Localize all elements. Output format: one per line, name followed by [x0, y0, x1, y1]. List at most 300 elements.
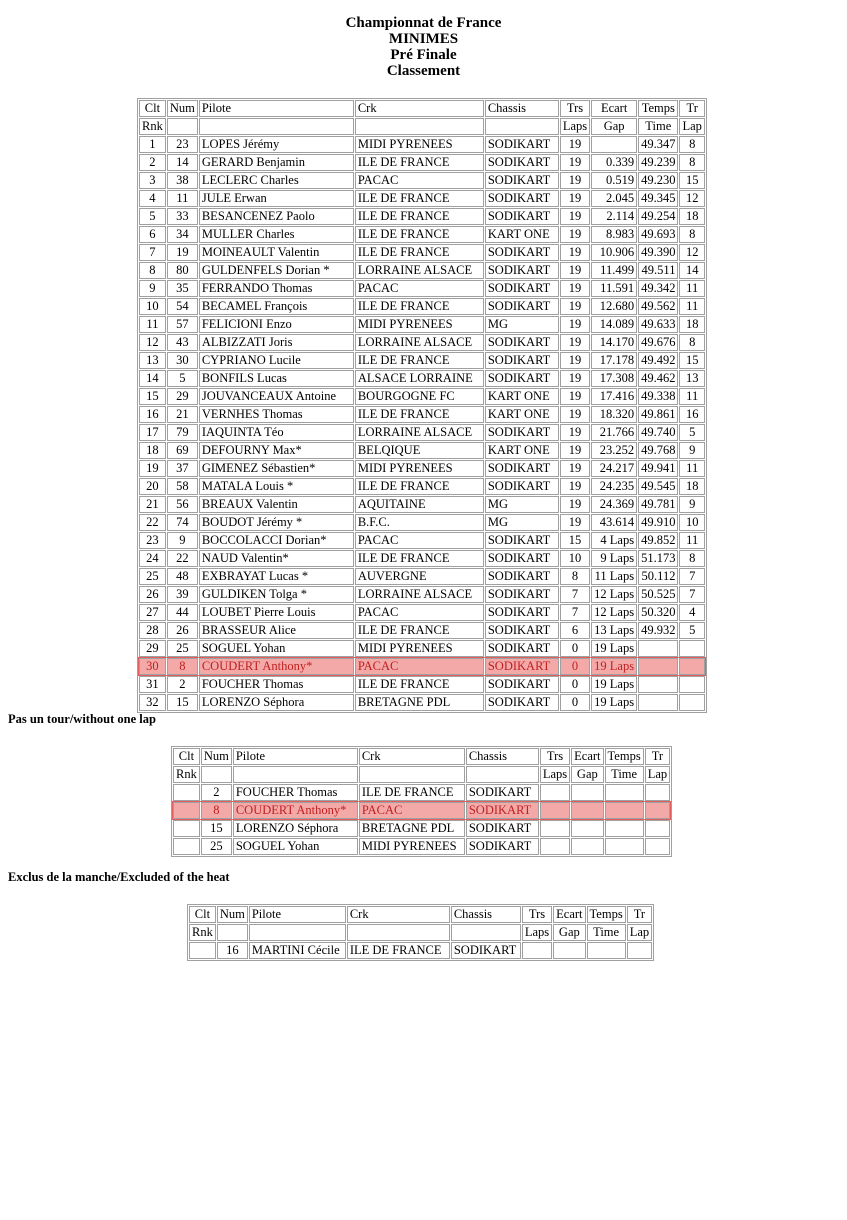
cell-rank: 17	[139, 424, 166, 441]
cell-gap	[553, 942, 585, 959]
cell-chassis: KART ONE	[485, 388, 559, 405]
cell-best-lap: 8	[679, 154, 704, 171]
table-row	[139, 568, 705, 585]
cell-gap: 10.906	[591, 244, 637, 261]
cell-gap: 13 Laps	[591, 622, 637, 639]
cell-time: 49.768	[638, 442, 678, 459]
no-lap-table	[171, 746, 672, 857]
header-number	[201, 766, 232, 783]
cell-rank: 25	[139, 568, 166, 585]
cell-laps: 19	[560, 262, 590, 279]
cell-gap: 24.217	[591, 460, 637, 477]
table-row	[139, 388, 705, 405]
cell-best-lap	[679, 640, 704, 657]
cell-chassis: SODIKART	[485, 262, 559, 279]
cell-chassis: SODIKART	[466, 802, 539, 819]
table-row	[139, 298, 705, 315]
header-subrow	[189, 924, 652, 941]
cell-time	[605, 802, 644, 819]
cell-time: 50.525	[638, 586, 678, 603]
table-row	[139, 424, 705, 441]
cell-best-lap: 16	[679, 406, 704, 423]
cell-time	[605, 838, 644, 855]
cell-club: MIDI PYRENEES	[355, 136, 484, 153]
header-subrow	[139, 118, 705, 135]
cell-gap	[571, 838, 603, 855]
cell-number: 30	[167, 352, 198, 369]
title-classification: Classement	[386, 63, 461, 79]
cell-time: 49.345	[638, 190, 678, 207]
cell-club: AQUITAINE	[355, 496, 484, 513]
header-club	[347, 924, 450, 941]
cell-driver: GERARD Benjamin	[199, 154, 354, 171]
header-best-lap: Tr	[627, 906, 652, 923]
cell-time: 49.239	[638, 154, 678, 171]
cell-time: 49.693	[638, 226, 678, 243]
cell-club: LORRAINE ALSACE	[355, 262, 484, 279]
cell-best-lap: 15	[679, 352, 704, 369]
cell-driver: ALBIZZATI Joris	[199, 334, 354, 351]
cell-gap: 12 Laps	[591, 604, 637, 621]
cell-time: 49.852	[638, 532, 678, 549]
cell-driver: EXBRAYAT Lucas *	[199, 568, 354, 585]
cell-chassis: MG	[485, 496, 559, 513]
cell-number: 48	[167, 568, 198, 585]
cell-rank: 18	[139, 442, 166, 459]
header-gap: Ecart	[571, 748, 603, 765]
title-session: Pré Finale	[390, 47, 457, 63]
cell-driver: BECAMEL François	[199, 298, 354, 315]
cell-gap: 0.519	[591, 172, 637, 189]
cell-driver: LORENZO Séphora	[199, 694, 354, 711]
cell-rank: 15	[139, 388, 166, 405]
cell-best-lap	[645, 838, 670, 855]
cell-rank	[173, 820, 200, 837]
cell-chassis: SODIKART	[485, 154, 559, 171]
cell-rank: 5	[139, 208, 166, 225]
cell-time: 49.347	[638, 136, 678, 153]
cell-rank: 8	[139, 262, 166, 279]
header-laps: Trs	[540, 748, 570, 765]
cell-chassis: SODIKART	[485, 280, 559, 297]
cell-number: 43	[167, 334, 198, 351]
cell-best-lap: 8	[679, 136, 704, 153]
cell-driver: GULDENFELS Dorian *	[199, 262, 354, 279]
cell-laps	[540, 820, 570, 837]
cell-club: BRETAGNE PDL	[355, 694, 484, 711]
cell-number: 22	[167, 550, 198, 567]
no-lap-section-label: Pas un tour/without one lap	[8, 712, 156, 726]
table-row	[139, 622, 705, 639]
header-club: Crk	[359, 748, 465, 765]
cell-laps	[540, 802, 570, 819]
cell-driver: MARTINI Cécile	[249, 942, 346, 959]
cell-driver: FERRANDO Thomas	[199, 280, 354, 297]
header-time: Time	[587, 924, 626, 941]
cell-chassis: KART ONE	[485, 406, 559, 423]
header-best-lap: Lap	[645, 766, 670, 783]
cell-best-lap: 7	[679, 568, 704, 585]
cell-number: 16	[217, 942, 248, 959]
cell-gap: 19 Laps	[591, 658, 637, 675]
cell-best-lap: 11	[679, 388, 704, 405]
cell-gap: 14.170	[591, 334, 637, 351]
table-row	[139, 244, 705, 261]
cell-time	[638, 640, 678, 657]
table-row	[139, 406, 705, 423]
cell-number: 14	[167, 154, 198, 171]
header-club	[359, 766, 465, 783]
table-row	[139, 496, 705, 513]
cell-laps: 19	[560, 208, 590, 225]
cell-driver: SOGUEL Yohan	[233, 838, 358, 855]
cell-club: B.F.C.	[355, 514, 484, 531]
cell-time: 49.254	[638, 208, 678, 225]
cell-laps: 19	[560, 244, 590, 261]
cell-laps: 19	[560, 172, 590, 189]
cell-best-lap	[645, 802, 670, 819]
header-time: Time	[605, 766, 644, 783]
cell-best-lap	[679, 658, 704, 675]
cell-best-lap: 4	[679, 604, 704, 621]
cell-club: BOURGOGNE FC	[355, 388, 484, 405]
cell-club: ILE DE FRANCE	[355, 190, 484, 207]
cell-gap: 9 Laps	[591, 550, 637, 567]
header-best-lap: Lap	[679, 118, 704, 135]
cell-number: 57	[167, 316, 198, 333]
excluded-table	[187, 904, 654, 961]
cell-laps: 19	[560, 226, 590, 243]
cell-chassis: SODIKART	[485, 532, 559, 549]
cell-club: ILE DE FRANCE	[355, 226, 484, 243]
cell-number: 25	[167, 640, 198, 657]
table-row	[139, 676, 705, 693]
header-time: Temps	[605, 748, 644, 765]
cell-laps: 0	[560, 694, 590, 711]
cell-best-lap: 9	[679, 442, 704, 459]
cell-rank: 7	[139, 244, 166, 261]
cell-gap: 4 Laps	[591, 532, 637, 549]
cell-club: ILE DE FRANCE	[355, 352, 484, 369]
cell-number: 5	[167, 370, 198, 387]
cell-time: 49.511	[638, 262, 678, 279]
cell-rank: 27	[139, 604, 166, 621]
cell-number: 29	[167, 388, 198, 405]
cell-driver: COUDERT Anthony*	[199, 658, 354, 675]
cell-number: 15	[201, 820, 232, 837]
cell-rank: 11	[139, 316, 166, 333]
cell-chassis: SODIKART	[485, 136, 559, 153]
cell-chassis: MG	[485, 316, 559, 333]
cell-driver: FELICIONI Enzo	[199, 316, 354, 333]
header-rank: Rnk	[139, 118, 166, 135]
cell-laps: 0	[560, 658, 590, 675]
cell-laps: 19	[560, 190, 590, 207]
cell-laps: 7	[560, 604, 590, 621]
cell-gap: 19 Laps	[591, 694, 637, 711]
header-driver	[249, 924, 346, 941]
cell-gap: 14.089	[591, 316, 637, 333]
cell-club: ILE DE FRANCE	[355, 550, 484, 567]
cell-driver: LOUBET Pierre Louis	[199, 604, 354, 621]
cell-rank: 22	[139, 514, 166, 531]
cell-rank	[173, 784, 200, 801]
cell-best-lap: 5	[679, 622, 704, 639]
header-driver	[233, 766, 358, 783]
cell-laps: 19	[560, 442, 590, 459]
cell-rank: 4	[139, 190, 166, 207]
cell-best-lap: 11	[679, 298, 704, 315]
header-best-lap: Tr	[679, 100, 704, 117]
cell-number: 79	[167, 424, 198, 441]
cell-laps	[522, 942, 552, 959]
cell-best-lap: 11	[679, 280, 704, 297]
cell-number: 69	[167, 442, 198, 459]
cell-club: ILE DE FRANCE	[355, 298, 484, 315]
header-subrow	[173, 766, 670, 783]
header-gap: Ecart	[591, 100, 637, 117]
cell-chassis: SODIKART	[485, 676, 559, 693]
cell-driver: LECLERC Charles	[199, 172, 354, 189]
header-time: Temps	[638, 100, 678, 117]
cell-chassis: SODIKART	[485, 370, 559, 387]
cell-best-lap	[645, 784, 670, 801]
cell-chassis: SODIKART	[485, 460, 559, 477]
cell-time: 50.320	[638, 604, 678, 621]
header-driver: Pilote	[249, 906, 346, 923]
cell-club: MIDI PYRENEES	[359, 838, 465, 855]
cell-gap	[591, 136, 637, 153]
cell-gap: 24.369	[591, 496, 637, 513]
cell-gap: 21.766	[591, 424, 637, 441]
cell-rank: 1	[139, 136, 166, 153]
table-row	[189, 942, 652, 959]
cell-number: 11	[167, 190, 198, 207]
cell-laps: 19	[560, 388, 590, 405]
cell-chassis: SODIKART	[485, 640, 559, 657]
cell-time: 51.173	[638, 550, 678, 567]
cell-chassis: SODIKART	[485, 244, 559, 261]
title-championship: Championnat de France	[345, 15, 502, 31]
header-driver	[199, 118, 354, 135]
cell-gap: 17.416	[591, 388, 637, 405]
header-number	[167, 118, 198, 135]
cell-chassis: KART ONE	[485, 226, 559, 243]
header-row	[189, 906, 652, 923]
cell-number: 8	[167, 658, 198, 675]
table-row	[139, 262, 705, 279]
cell-laps: 19	[560, 478, 590, 495]
header-gap: Gap	[571, 766, 603, 783]
cell-laps: 0	[560, 676, 590, 693]
cell-gap	[571, 802, 603, 819]
header-laps: Laps	[522, 924, 552, 941]
classification-table	[137, 98, 707, 713]
table-row	[173, 802, 670, 819]
cell-rank: 10	[139, 298, 166, 315]
cell-club: ILE DE FRANCE	[355, 478, 484, 495]
cell-gap: 12 Laps	[591, 586, 637, 603]
cell-time	[587, 942, 626, 959]
cell-gap: 19 Laps	[591, 640, 637, 657]
cell-time	[638, 658, 678, 675]
header-best-lap: Tr	[645, 748, 670, 765]
cell-best-lap: 10	[679, 514, 704, 531]
cell-gap: 17.308	[591, 370, 637, 387]
cell-number: 54	[167, 298, 198, 315]
cell-laps: 0	[560, 640, 590, 657]
table-row	[139, 694, 705, 711]
cell-best-lap	[645, 820, 670, 837]
cell-number: 56	[167, 496, 198, 513]
cell-time: 49.390	[638, 244, 678, 261]
cell-rank: 26	[139, 586, 166, 603]
cell-best-lap: 12	[679, 190, 704, 207]
header-rank: Clt	[139, 100, 166, 117]
cell-laps: 19	[560, 460, 590, 477]
cell-chassis: SODIKART	[485, 622, 559, 639]
cell-laps: 19	[560, 136, 590, 153]
cell-club: ILE DE FRANCE	[355, 406, 484, 423]
table-row	[139, 172, 705, 189]
header-club: Crk	[347, 906, 450, 923]
cell-gap: 24.235	[591, 478, 637, 495]
cell-club: ILE DE FRANCE	[355, 622, 484, 639]
cell-laps: 19	[560, 298, 590, 315]
header-gap: Ecart	[553, 906, 585, 923]
cell-driver: BOCCOLACCI Dorian*	[199, 532, 354, 549]
header-row	[139, 100, 705, 117]
header-best-lap: Lap	[627, 924, 652, 941]
cell-club: BELQIQUE	[355, 442, 484, 459]
cell-time	[638, 676, 678, 693]
cell-rank: 24	[139, 550, 166, 567]
cell-laps: 15	[560, 532, 590, 549]
table-row	[139, 514, 705, 531]
header-time: Time	[638, 118, 678, 135]
cell-driver: NAUD Valentin*	[199, 550, 354, 567]
header-driver: Pilote	[233, 748, 358, 765]
cell-time: 49.910	[638, 514, 678, 531]
cell-club: ILE DE FRANCE	[347, 942, 450, 959]
cell-club: ILE DE FRANCE	[359, 784, 465, 801]
cell-time: 49.342	[638, 280, 678, 297]
cell-club: PACAC	[355, 280, 484, 297]
cell-gap: 12.680	[591, 298, 637, 315]
cell-number: 37	[167, 460, 198, 477]
cell-number: 19	[167, 244, 198, 261]
cell-driver: BOUDOT Jérémy *	[199, 514, 354, 531]
cell-gap: 43.614	[591, 514, 637, 531]
cell-chassis: SODIKART	[485, 172, 559, 189]
cell-number: 39	[167, 586, 198, 603]
cell-chassis: SODIKART	[466, 838, 539, 855]
cell-best-lap: 8	[679, 334, 704, 351]
cell-driver: IAQUINTA Téo	[199, 424, 354, 441]
cell-chassis: SODIKART	[485, 298, 559, 315]
cell-gap: 0.339	[591, 154, 637, 171]
cell-number: 34	[167, 226, 198, 243]
cell-laps: 19	[560, 514, 590, 531]
cell-gap: 19 Laps	[591, 676, 637, 693]
header-rank: Rnk	[189, 924, 216, 941]
cell-time: 49.781	[638, 496, 678, 513]
cell-gap: 2.045	[591, 190, 637, 207]
cell-club: BRETAGNE PDL	[359, 820, 465, 837]
cell-time: 49.676	[638, 334, 678, 351]
cell-gap: 17.178	[591, 352, 637, 369]
table-row	[139, 604, 705, 621]
cell-laps: 6	[560, 622, 590, 639]
cell-driver: LORENZO Séphora	[233, 820, 358, 837]
cell-best-lap: 18	[679, 478, 704, 495]
header-number: Num	[217, 906, 248, 923]
header-laps: Laps	[560, 118, 590, 135]
cell-number: 33	[167, 208, 198, 225]
header-club	[355, 118, 484, 135]
cell-best-lap: 12	[679, 244, 704, 261]
header-laps: Trs	[522, 906, 552, 923]
cell-chassis: SODIKART	[466, 820, 539, 837]
cell-gap: 8.983	[591, 226, 637, 243]
cell-laps: 19	[560, 496, 590, 513]
cell-time	[605, 820, 644, 837]
table-row	[173, 838, 670, 855]
cell-number: 58	[167, 478, 198, 495]
cell-time: 49.230	[638, 172, 678, 189]
cell-gap: 11.591	[591, 280, 637, 297]
cell-driver: JULE Erwan	[199, 190, 354, 207]
cell-time	[638, 694, 678, 711]
cell-best-lap: 13	[679, 370, 704, 387]
cell-club: ILE DE FRANCE	[355, 208, 484, 225]
cell-rank: 31	[139, 676, 166, 693]
header-number: Num	[201, 748, 232, 765]
cell-rank: 29	[139, 640, 166, 657]
cell-rank	[189, 942, 216, 959]
cell-rank: 13	[139, 352, 166, 369]
cell-number: 44	[167, 604, 198, 621]
table-row	[139, 640, 705, 657]
table-row	[139, 208, 705, 225]
cell-driver: CYPRIANO Lucile	[199, 352, 354, 369]
cell-time	[605, 784, 644, 801]
table-row	[139, 316, 705, 333]
cell-number: 80	[167, 262, 198, 279]
cell-gap: 23.252	[591, 442, 637, 459]
cell-rank: 2	[139, 154, 166, 171]
cell-rank	[173, 838, 200, 855]
cell-driver: BRASSEUR Alice	[199, 622, 354, 639]
cell-time: 49.545	[638, 478, 678, 495]
cell-laps	[540, 784, 570, 801]
cell-driver: GIMENEZ Sébastien*	[199, 460, 354, 477]
cell-chassis: SODIKART	[485, 550, 559, 567]
cell-rank: 3	[139, 172, 166, 189]
cell-best-lap: 18	[679, 208, 704, 225]
cell-driver: MOINEAULT Valentin	[199, 244, 354, 261]
header-chassis: Chassis	[451, 906, 521, 923]
cell-best-lap: 18	[679, 316, 704, 333]
cell-time: 49.861	[638, 406, 678, 423]
cell-time: 50.112	[638, 568, 678, 585]
cell-laps: 8	[560, 568, 590, 585]
cell-club: ILE DE FRANCE	[355, 154, 484, 171]
cell-number: 21	[167, 406, 198, 423]
header-rank: Clt	[189, 906, 216, 923]
header-laps: Laps	[540, 766, 570, 783]
table-row	[139, 190, 705, 207]
